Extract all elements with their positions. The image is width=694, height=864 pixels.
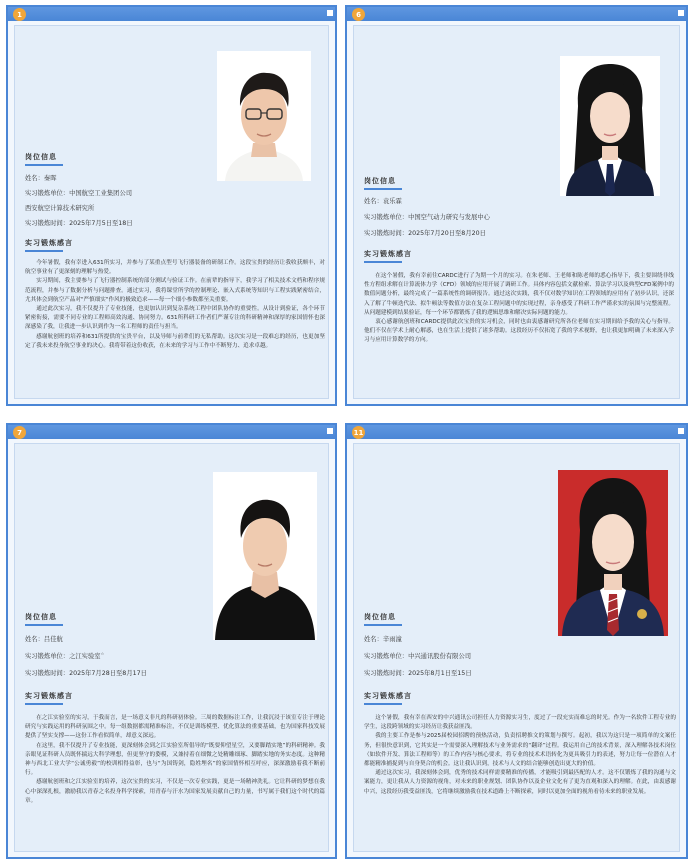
card-header-bar: [347, 7, 686, 21]
section-title-info: 岗位信息: [25, 613, 57, 621]
portrait-photo: [213, 472, 317, 640]
time-line: 实习锻炼时间：2025年7月20日至8月20日: [364, 230, 486, 237]
section-title-info: 岗位信息: [25, 153, 57, 161]
unit-line: 实习锻炼单位：中兴通讯股份有限公司: [364, 653, 472, 660]
section-title-info: 岗位信息: [364, 613, 396, 621]
name-line: 姓名：秦晖: [25, 175, 57, 182]
unit-line: [25, 651, 104, 660]
intern-card-11: [345, 423, 688, 859]
card-body: [353, 443, 680, 852]
paragraph: 今年暑假，我有幸进入631所实习，并参与了某重点型号飞行器装备的研制工作。这段宝贵的经历让我收获颇丰，对航空事业有了更深刻的理解与热爱。: [25, 260, 325, 276]
paragraph: 实习期间，我主要参与了飞行器控制系统的部分测试与验证工作。在前辈的指导下，我学习了相关技术文档和程序规范流程，并参与了数据分析与问题排查。通过实习，我将课堂所学的控制理论、嵌入式系统等知识与工程实践紧密结合，尤其体会到航空产品对"严慎细实"作风的极致追求——每一个细小参数都至关重要。: [25, 278, 325, 303]
card-number-badge: 1: [13, 8, 26, 21]
portrait-photo: [560, 56, 660, 196]
paragraph: 在之江实验室的实习，于我而言，是一场意义非凡的科研初体验。三周的数据标注工作，让我沉浸于该室专注于理论研究与实践运用的科研氛围之中。每一组数据都需精准标注，不仅是训练模型、优化算法的重要基础，也为国家科技发展提供了坚实支撑——这份工作看似简单，却意义深远。: [25, 715, 325, 740]
card-header-bar: [8, 425, 335, 439]
time-line: 实习锻炼时间：2025年8月1日至15日: [364, 670, 472, 677]
footnote-mark: ☆: [100, 651, 105, 656]
reflection-text: [364, 272, 674, 346]
paragraph: 我的主要工作是参与2025届校园招聘的预热活动，负责招聘推文的策划与撰写。起初，我以为这只是一项简单的文案任务，但很快意识到，它其实是一个需要深入理解技术与业务需求的“翻译”过程。我运用自己的技术背景，深入理解各技术岗位（如软件开发、算法工程师等）的工作内容与核心要求，将专业的技术术语转化为更具吸引力的表述，努力让每一位潜在人才都能精准捕捉到与自身契合的机会。这让我认识到，技术与人文的结合能够创造出更大的价值。: [364, 733, 676, 768]
portrait-photo: [558, 470, 668, 636]
unit-line: 实习锻炼单位：中国航空工业集团公司: [25, 190, 133, 197]
corner-mark: [678, 10, 684, 16]
time-line: 实习锻炼时间：2025年7月5日至18日: [25, 220, 133, 227]
reflection-text: [25, 259, 325, 351]
paragraph: 通过这次实习，我深刻体会到，优秀的技术同样需要精准的传播，才能吸引到最匹配的人才。这不仅锻炼了我的沟通与文案能力，更让我从人力资源的视角，对未来的职业规划、团队协作以及企业文化有了更为直观和深入的理解。在此，由衷感谢中兴，这段经历我受益匪浅，它将继续激励我在技术道路上不断探索，同时以更加全面的视角看待未来的职业发展。: [364, 770, 676, 795]
time-line: 实习锻炼时间：2025年7月28日至8月17日: [25, 670, 147, 677]
intern-card-6: [345, 5, 688, 406]
paragraph: 在这个暑假，我有幸前往CARDC进行了为期一个月的实习。在朱老师、王老师和陈老师的悉心指导下，我主要围绕非线性方程组求解在计算流体力学（CFD）领域的应用开展了调研工作。具体内容包括文献检索、算法学习以及典型CFD案例中的数值问题分析，最终完成了一篇系统性的调研报告。通过这次实践，我不仅对数学知识在工程领域的应用有了初步认识，还深入了解了牛顿迭代法、拟牛顿法等数值方法在复杂工程问题中的实现过程，亲身感受了科研工作严谨求实的氛围与完整流程。从问题建模到结果验证，每一个环节都锻炼了我的逻辑思维和解决实际问题的能力。: [364, 273, 674, 316]
name-line: 姓名：吕佳航: [25, 636, 63, 643]
portrait-male-glasses: [217, 51, 311, 181]
corner-mark: [327, 428, 333, 434]
intern-card-7: [6, 423, 337, 859]
portrait-male-black-shirt: [213, 472, 317, 640]
reflection-text: [25, 714, 325, 806]
paragraph: 在这里，我不仅提升了专业技能，更深刻体会到之江实验室所倡导的“既要仰望星空，又要脚踏实地”的科研精神。我亲眼见证科研人员既怀揣远大科学理想，但更坚守的姿模，又兼持着在细微之处精雕细琢、脚踏实地的务实态度。这种精神与西北工业大学“公诚勇毅”的校训相得益彰，也与“为国铸剑，隐姓埋名”的家国情怀相互呼应，深深激励着我不断前行。: [25, 742, 325, 777]
card-number-badge: 6: [352, 8, 365, 21]
corner-mark: [327, 10, 333, 16]
card-body: [14, 443, 329, 852]
portrait-female-red-background: [558, 470, 668, 636]
card-number-badge: 11: [352, 426, 365, 439]
portrait-female-suit: [560, 56, 660, 196]
name-line: 姓名：辛雨潼: [364, 636, 402, 643]
corner-mark: [678, 428, 684, 434]
unit-line: 实习锻炼单位：中国空气动力研究与发展中心: [364, 214, 490, 221]
paragraph: 感谢航创班的培养和631所提供的宝贵平台，以及导师与前辈们的无私帮助。这次实习是一段难忘的经历，也更加坚定了我未来投身航空事业的决心。我将带着这份收获，在未来的学习与工作中不断努力、追求卓越。: [25, 333, 325, 349]
section-title-reflection: 实习锻炼感言: [364, 250, 412, 258]
section-title-reflection: 实习锻炼感言: [364, 692, 412, 700]
portrait-photo: [217, 51, 311, 181]
paragraph: 通过此次实习，我不仅提升了专业技能，也更加认识到复杂系统工程中团队协作的重要性。从设计到验证，各个环节紧密衔接，需要不同专业的工程师高效沟通、协同努力。631所科研工作者们严谨专注的科研精神和深厚的家国情怀也深深感染了我，让我进一步认识到作为一名工程师的责任与担当。: [25, 306, 325, 331]
card-body: [14, 25, 329, 399]
intern-card-1: [6, 5, 337, 406]
section-title-reflection: 实习锻炼感言: [25, 692, 73, 700]
section-title-reflection: 实习锻炼感言: [25, 239, 73, 247]
card-header-bar: [347, 425, 686, 439]
section-title-info: 岗位信息: [364, 177, 396, 185]
name-line: 姓名：袁乐霖: [364, 198, 402, 205]
unit-text: 实习锻炼单位：之江实验室: [25, 653, 101, 661]
paragraph: 这个暑假，我有幸在西安的中兴通讯公司担任人力资源实习生，度过了一段充实而难忘的时光。作为一名软件工程专业的学生，这段跨领域的实习经历让我获益匪浅。: [364, 715, 676, 731]
paragraph: 衷心感谢航创班和CARDC提供此次宝贵的实习机会，同时也由衷感谢研究所各位老师在实习期间给予我的关心与指导。他们不仅在学术上耐心解惑，也在生活上提供了诸多帮助。这段经历不仅拓宽了我的学术视野，也让我更加明确了未来深入学习与应用计算数学的方向。: [364, 319, 674, 344]
unit-line-2: 西安航空计算技术研究所: [25, 205, 95, 212]
card-header-bar: [8, 7, 335, 21]
paragraph: 感谢航创班和之江实验室的培养，这次宝贵的实习，不仅是一次专业实践，更是一场精神洗礼。它让科研的梦想在我心中深深扎根，激励我以青春之名投身科学探索，用青春与汗水为国家发展贡献自己的力量，书写属于我们这个时代的篇章。: [25, 779, 325, 804]
card-number-badge: 7: [13, 426, 26, 439]
reflection-text: [364, 714, 676, 797]
card-body: [353, 25, 680, 399]
